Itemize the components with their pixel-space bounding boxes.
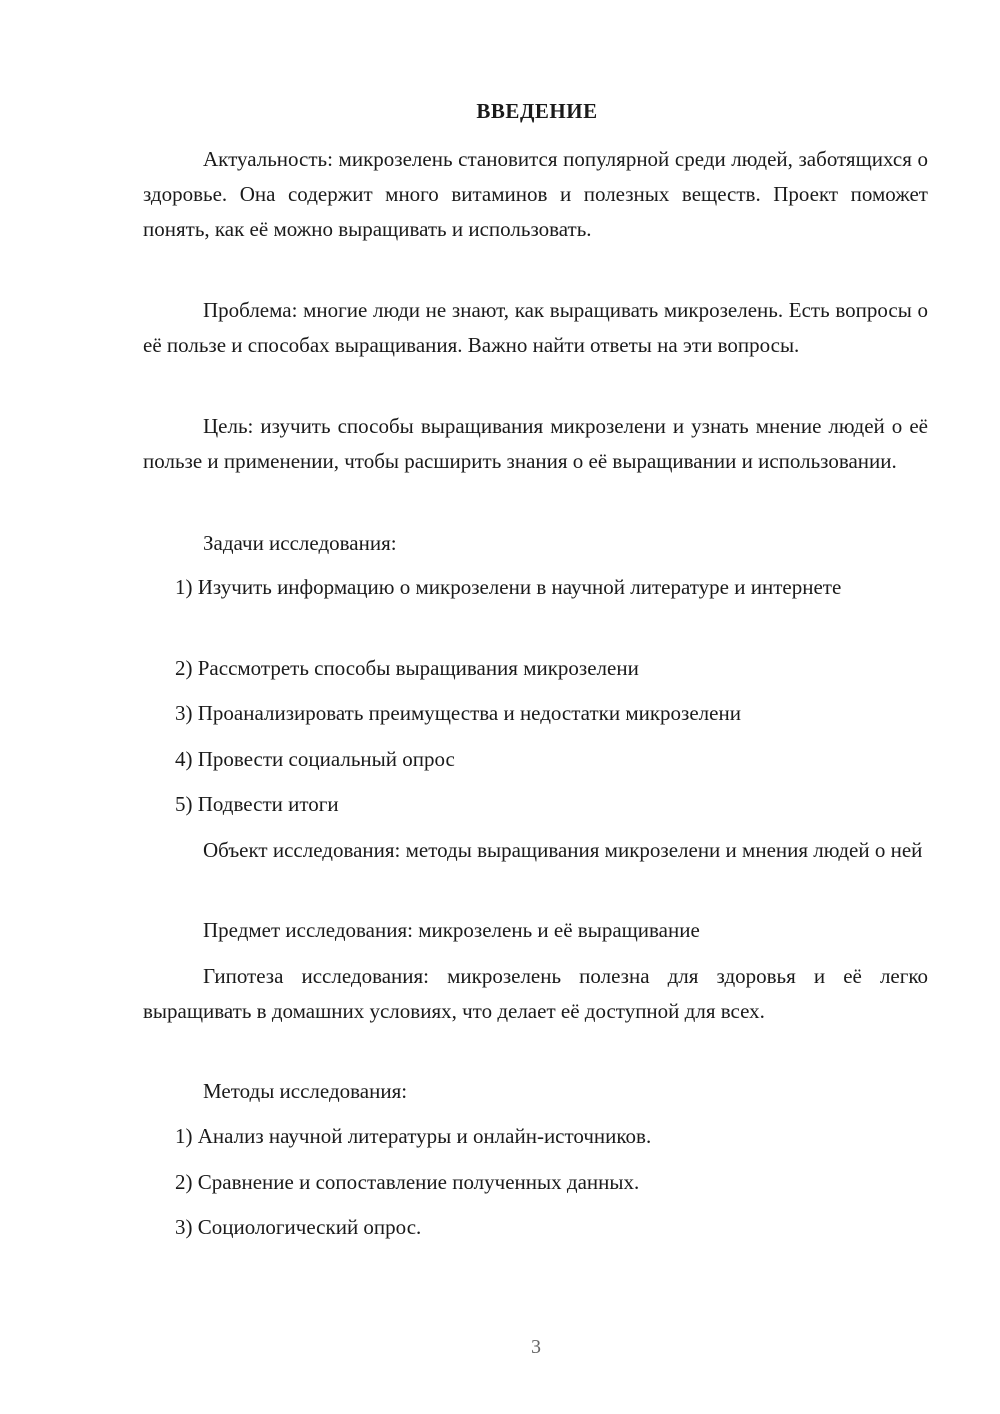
method-item-1: 1) Анализ научной литературы и онлайн-источников. [175,1124,652,1148]
hypothesis-paragraph: Гипотеза исследования: микрозелень полезна для здоровья и её легко выращивать в домашних условиях, что делает её доступной для всех. [143,964,928,1023]
task-item-3: 3) Проанализировать преимущества и недостатки микрозелени [175,701,741,725]
task-item-1: 1) Изучить информацию о микрозелени в научной литературе и интернете [175,575,842,599]
task-item-5: 5) Подвести итоги [175,792,339,816]
task-item-2: 2) Рассмотреть способы выращивания микрозелени [175,656,639,680]
page-number: 3 [531,1336,541,1358]
tasks-heading: Задачи исследования: [203,531,397,555]
goal-paragraph: Цель: изучить способы выращивания микрозелени и узнать мнение людей о её пользе и применении, чтобы расширить знания о её выращивании и использовании. [143,414,928,473]
subject-paragraph: Предмет исследования: микрозелень и её выращивание [203,918,700,942]
method-item-2: 2) Сравнение и сопоставление полученных данных. [175,1170,640,1194]
task-item-4: 4) Провести социальный опрос [175,747,455,771]
relevance-paragraph: Актуальность: микрозелень становится популярной среди людей, заботящихся о здоровье. Она содержит много витаминов и полезных веществ. Проект поможет понять, как её можно выращивать и использовать. [143,147,928,241]
problem-paragraph: Проблема: многие люди не знают, как выращивать микрозелень. Есть вопросы о её пользе и способах выращивания. Важно найти ответы на эти вопросы. [143,298,928,357]
object-paragraph: Объект исследования: методы выращивания микрозелени и мнения людей о ней [203,838,923,862]
methods-heading: Методы исследования: [203,1079,408,1103]
section-heading: ВВЕДЕНИЕ [476,99,598,123]
method-item-3: 3) Социологический опрос. [175,1215,422,1239]
